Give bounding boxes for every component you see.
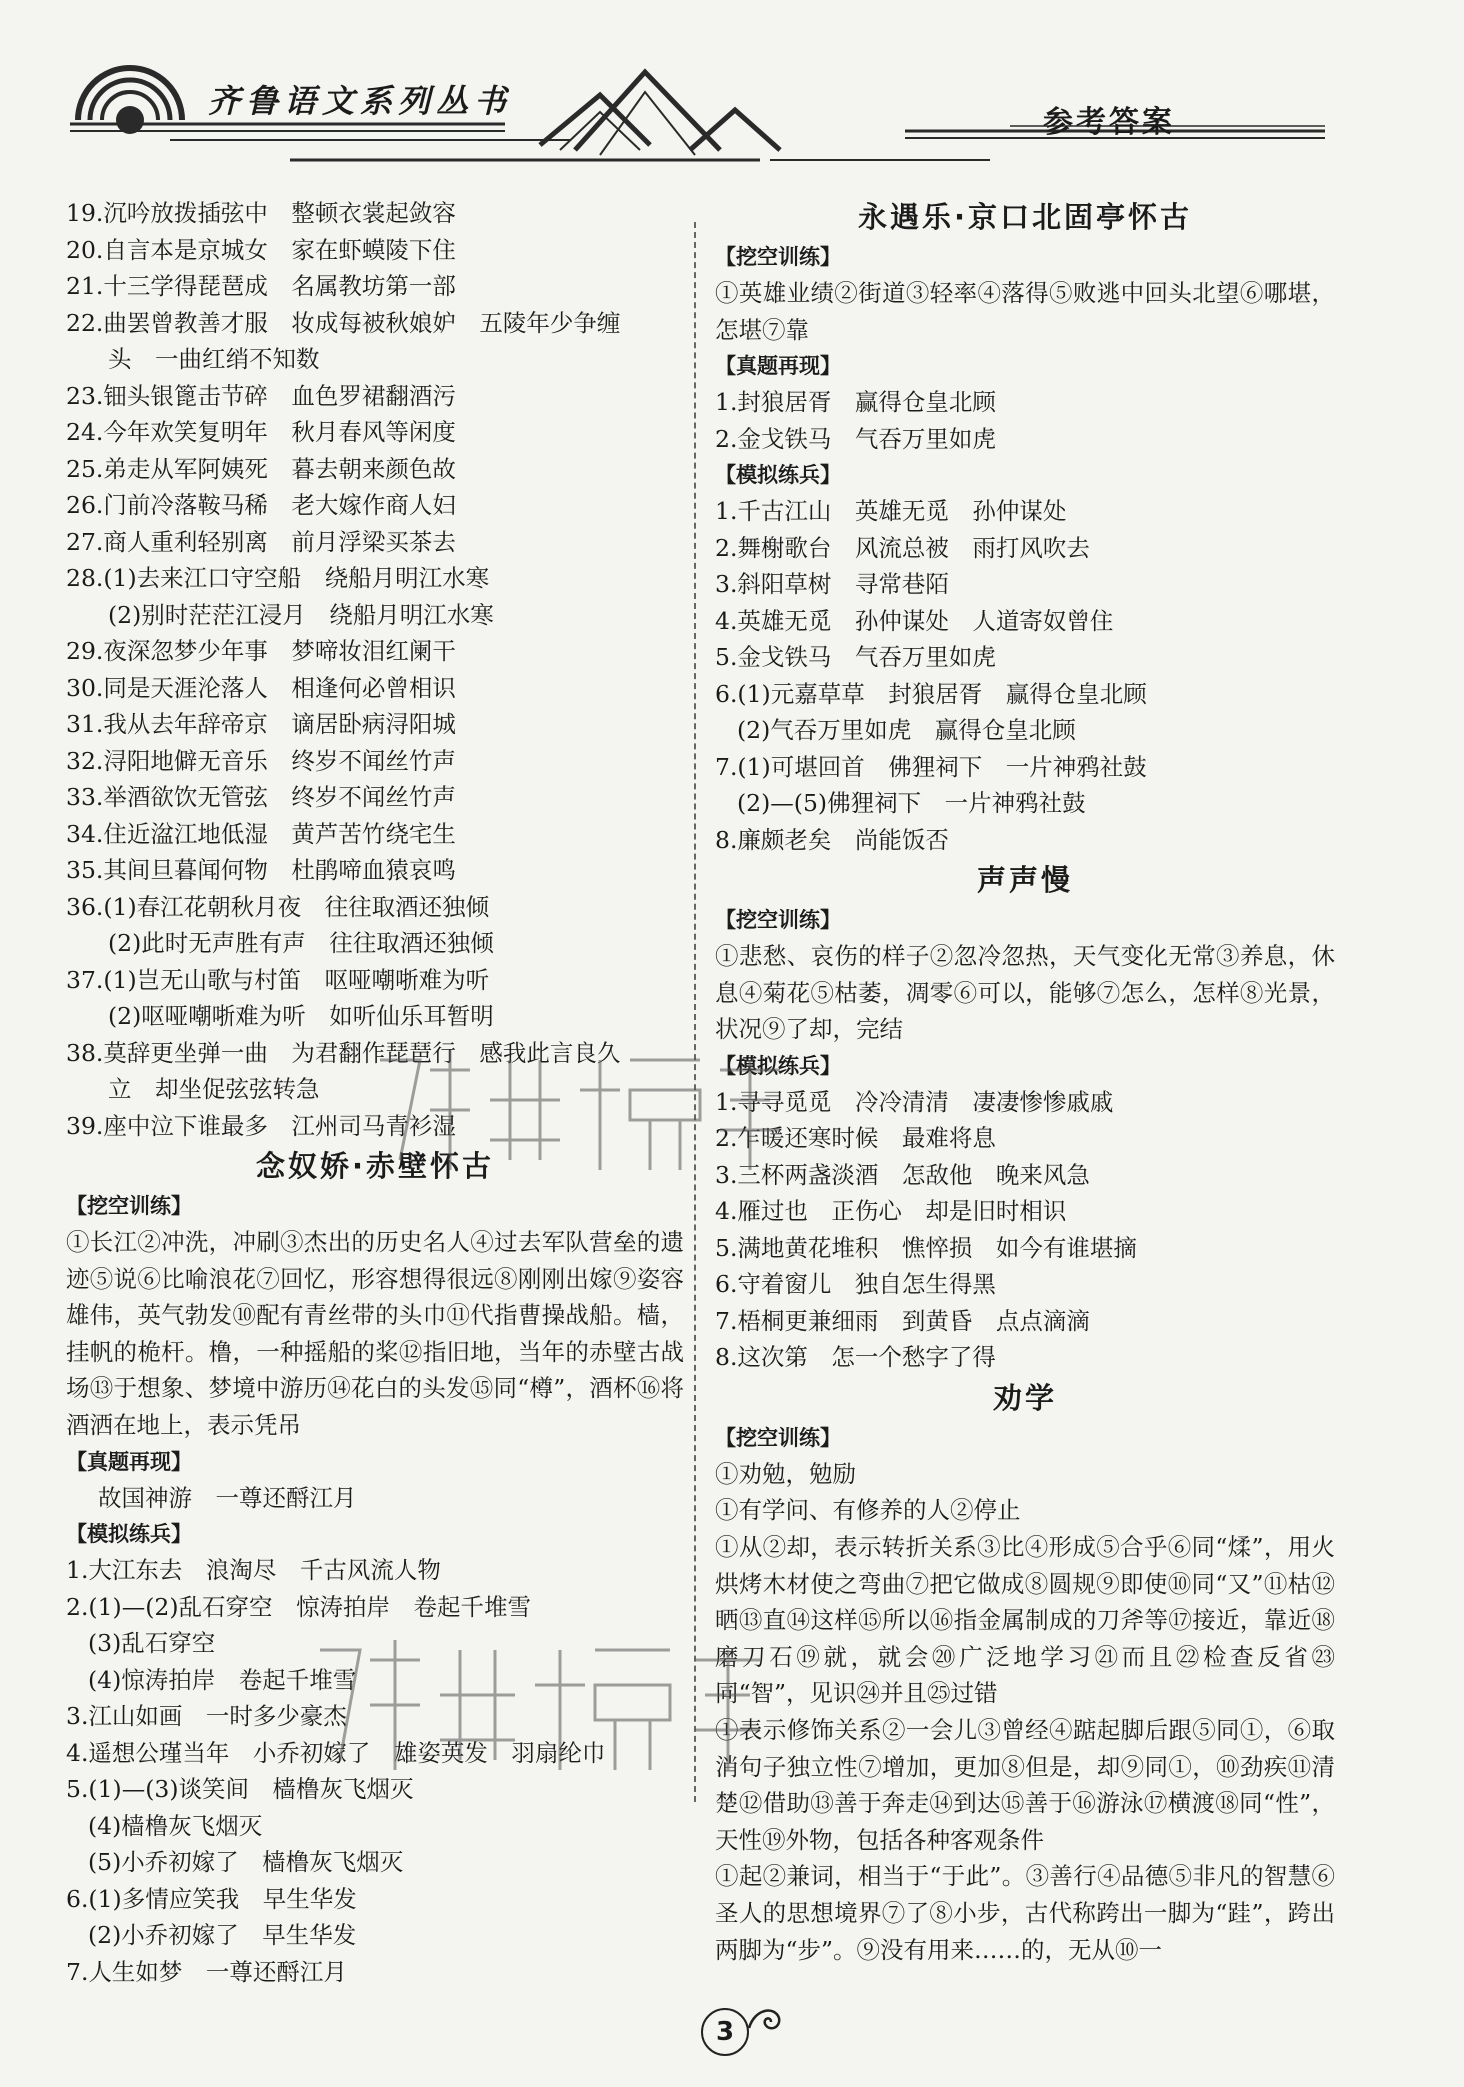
page-title: 参考答案 (1043, 105, 1175, 140)
answer-line: 头 一曲红绡不知数 (108, 345, 320, 373)
section-title-sheng-sheng-man: 声声慢 (976, 863, 1073, 898)
answer-line: ①有学问、有修养的人②停止 (715, 1496, 1021, 1525)
moni-line: 1.寻寻觅觅 冷冷清清 凄凄惨惨戚戚 (715, 1087, 1114, 1116)
moni-line: 7.(1)可堪回首 佛狸祠下 一片神鸦社鼓 (715, 752, 1147, 781)
wakong-text: ①英雄业绩②街道③轻率④落得⑤败逃中回头北望⑥哪堪，怎堪⑦靠 (715, 279, 1335, 344)
wakong-label: 【挖空训练】 (715, 908, 841, 933)
moni-line: 7.人生如梦 一尊还酹江月 (66, 1957, 347, 1986)
answer-line: ①劝勉，勉励 (715, 1459, 856, 1488)
moni-line: 4.遥想公瑾当年 小乔初嫁了 雄姿英发 羽扇纶巾 (66, 1738, 606, 1767)
wakong-text: ①长江②冲洗，冲刷③杰出的历史名人④过去军队营垒的遗迹⑤说⑥比喻浪花⑦回忆，形容想得很远⑧刚刚出嫁⑨姿容雄伟，英气勃发⑩配有青丝带的头巾⑪代指曹操战船。樯，挂帆的桅杆。橹，一种摇船的桨⑫指旧地，当年的赤壁古战场⑬于想象、梦境中游历⑭花白的头发⑮同“樽”，酒杯⑯将酒洒在地上，表示凭吊 (66, 1228, 684, 1439)
answer-line: 34.住近湓江地低湿 黄芦苦竹绕宅生 (66, 819, 456, 848)
wakong-label: 【挖空训练】 (715, 245, 841, 269)
moni-line: 8.廉颇老矣 尚能饭否 (715, 825, 949, 854)
answer-line: 25.弟走从军阿姨死 暮去朝来颜色故 (66, 454, 456, 483)
column-divider (694, 222, 696, 1802)
moni-line: (4)惊涛拍岸 卷起千堆雪 (88, 1665, 357, 1694)
answer-line: 35.其间旦暮闻何物 杜鹃啼血猿哀鸣 (66, 856, 456, 884)
moni-line: 6.(1)元嘉草草 封狼居胥 赢得仓皇北顾 (715, 679, 1147, 708)
moni-line: 1.千古江山 英雄无觅 孙仲谋处 (715, 497, 1067, 526)
moni-line: 2.乍暖还寒时候 最难将息 (715, 1124, 996, 1153)
moni-line: 5.(1)—(3)谈笑间 樯橹灰飞烟灭 (66, 1775, 414, 1804)
answer-line: 20.自言本是京城女 家在虾蟆陵下住 (66, 235, 456, 264)
page-header (0, 0, 1464, 190)
answer-line: 39.座中泣下谁最多 江州司马青衫湿 (66, 1111, 456, 1140)
moni-line: 4.雁过也 正伤心 却是旧时相识 (715, 1197, 1067, 1226)
answer-line: (2)呕哑嘲哳难为听 如听仙乐耳暂明 (108, 1002, 494, 1030)
right-column (715, 195, 1335, 1968)
zhenti-line: 2.金戈铁马 气吞万里如虎 (715, 424, 996, 453)
moni-line: 1.大江东去 浪淘尽 千古风流人物 (66, 1556, 441, 1585)
moni-line: 6.守着窗儿 独自怎生得黑 (715, 1270, 996, 1299)
wakong-text: ①悲愁、哀伤的样子②忽冷忽热，天气变化无常③养息，休息④菊花⑤枯萎，凋零⑥可以，能够⑦怎么，怎样⑧光景，状况⑨了却，完结 (715, 942, 1335, 1044)
answer-line: 32.浔阳地僻无音乐 终岁不闻丝竹声 (66, 746, 456, 775)
moni-line: 3.三杯两盏淡酒 怎敌他 晚来风急 (715, 1160, 1090, 1189)
moni-line: 8.这次第 怎一个愁字了得 (715, 1343, 996, 1372)
answer-line: 22.曲罢曾教善才服 妆成每被秋娘妒 五陵年少争缠 (66, 308, 621, 337)
moni-line: (2)气吞万里如虎 赢得仓皇北顾 (737, 716, 1076, 745)
answer-line: 33.举酒欲饮无管弦 终岁不闻丝竹声 (66, 783, 456, 811)
moni-line: (2)小乔初嫁了 早生华发 (88, 1921, 357, 1950)
page-number: 3 (701, 2008, 749, 2056)
moni-line: 7.梧桐更兼细雨 到黄昏 点点滴滴 (715, 1306, 1090, 1335)
answer-line: 21.十三学得琵琶成 名属教坊第一部 (66, 272, 456, 300)
moni-line: (5)小乔初嫁了 樯橹灰飞烟灭 (88, 1848, 404, 1877)
moni-line: (2)—(5)佛狸祠下 一片神鸦社鼓 (737, 789, 1086, 818)
zhenti-label: 【真题再现】 (715, 354, 841, 379)
answer-line: 立 却坐促弦弦转急 (108, 1075, 320, 1103)
answer-paragraph: ①表示修饰关系②一会儿③曾经④踮起脚后跟⑤同①，⑥取消句子独立性⑦增加，更加⑧但是，却⑨同①，⑩劲疾⑪清楚⑫借助⑬善于奔走⑭到达⑮善于⑯游泳⑰横渡⑱同“性”，天性⑲外物，包括各种客观条件 (715, 1715, 1335, 1854)
answer-line: (2)别时茫茫江浸月 绕船月明江水寒 (108, 600, 494, 629)
answer-paragraph: ①从②却，表示转折关系③比④形成⑤合乎⑥同“煣”，用火烘烤木材使之弯曲⑦把它做成⑧圆规⑨即使⑩同“又”⑪枯⑫晒⑬直⑭这样⑮所以⑯指金属制成的刀斧等⑰接近，靠近⑱磨刀石⑲就，就会⑳广泛地学习㉑而且㉒检查反省㉓同“智”，见识㉔并且㉕过错 (715, 1532, 1335, 1708)
swirl-ornament-icon (745, 1998, 785, 2044)
moni-line: 2.舞榭歌台 风流总被 雨打风吹去 (715, 533, 1090, 562)
section-title-yong-yu-le: 永遇乐·京口北固亭怀古 (857, 200, 1193, 234)
answer-line: 36.(1)春江花朝秋月夜 往往取酒还独倾 (66, 892, 490, 921)
moni-label: 【模拟练兵】 (715, 1053, 841, 1078)
answer-line: (2)此时无声胜有声 往往取酒还独倾 (108, 929, 494, 957)
series-title: 齐鲁语文系列丛书 (208, 82, 513, 120)
answer-paragraph: ①起②兼词，相当于“于此”。③善行④品德⑤非凡的智慧⑥圣人的思想境界⑦了⑧小步，古代称跨出一脚为“跬”，跨出两脚为“步”。⑨没有用来……的，无从⑩一 (715, 1862, 1335, 1964)
moni-label: 【模拟练兵】 (715, 463, 841, 488)
moni-line: (3)乱石穿空 (88, 1629, 216, 1658)
moni-line: 6.(1)多情应笑我 早生华发 (66, 1884, 357, 1913)
zhenti-line: 1.封狼居胥 赢得仓皇北顾 (715, 388, 996, 417)
answer-line: 29.夜深忽梦少年事 梦啼妆泪红阑干 (66, 637, 456, 665)
answer-line: 31.我从去年辞帝京 谪居卧病浔阳城 (66, 710, 456, 738)
moni-line: 3.江山如画 一时多少豪杰 (66, 1702, 347, 1731)
answer-line: 37.(1)岂无山歌与村笛 呕哑嘲哳难为听 (66, 965, 490, 994)
wakong-label: 【挖空训练】 (715, 1425, 841, 1450)
moni-line: 5.金戈铁马 气吞万里如虎 (715, 643, 996, 672)
moni-line: 3.斜阳草树 寻常巷陌 (715, 570, 949, 599)
answer-line: 24.今年欢笑复明年 秋月春风等闲度 (66, 418, 456, 446)
moni-label: 【模拟练兵】 (66, 1522, 192, 1547)
zhenti-label: 【真题再现】 (66, 1449, 192, 1474)
answer-line: 26.门前冷落鞍马稀 老大嫁作商人妇 (66, 491, 456, 519)
moni-line: 2.(1)—(2)乱石穿空 惊涛拍岸 卷起千堆雪 (66, 1592, 531, 1621)
left-column (66, 195, 684, 1990)
wakong-label: 【挖空训练】 (66, 1194, 192, 1218)
section-title-nian-nu-jiao: 念奴娇·赤壁怀古 (255, 1149, 495, 1183)
answer-line: 19.沉吟放拨插弦中 整顿衣裳起敛容 (66, 199, 456, 227)
moni-line: (4)樯橹灰飞烟灭 (88, 1811, 263, 1840)
zhenti-line: 故国神游 一尊还酹江月 (98, 1483, 357, 1512)
section-title-quan-xue: 劝学 (992, 1380, 1057, 1415)
answer-line: 23.钿头银篦击节碎 血色罗裙翻酒污 (66, 381, 456, 410)
answer-line: 30.同是天涯沦落人 相逢何必曾相识 (66, 673, 456, 702)
moni-line: 4.英雄无觅 孙仲谋处 人道寄奴曾住 (715, 606, 1114, 635)
answer-line: 38.莫辞更坐弹一曲 为君翻作琵琶行 感我此言良久 (66, 1038, 621, 1067)
answer-line: 28.(1)去来江口守空船 绕船月明江水寒 (66, 564, 490, 592)
moni-line: 5.满地黄花堆积 憔悴损 如今有谁堪摘 (715, 1233, 1137, 1262)
answer-line: 27.商人重利轻别离 前月浮梁买茶去 (66, 527, 456, 556)
